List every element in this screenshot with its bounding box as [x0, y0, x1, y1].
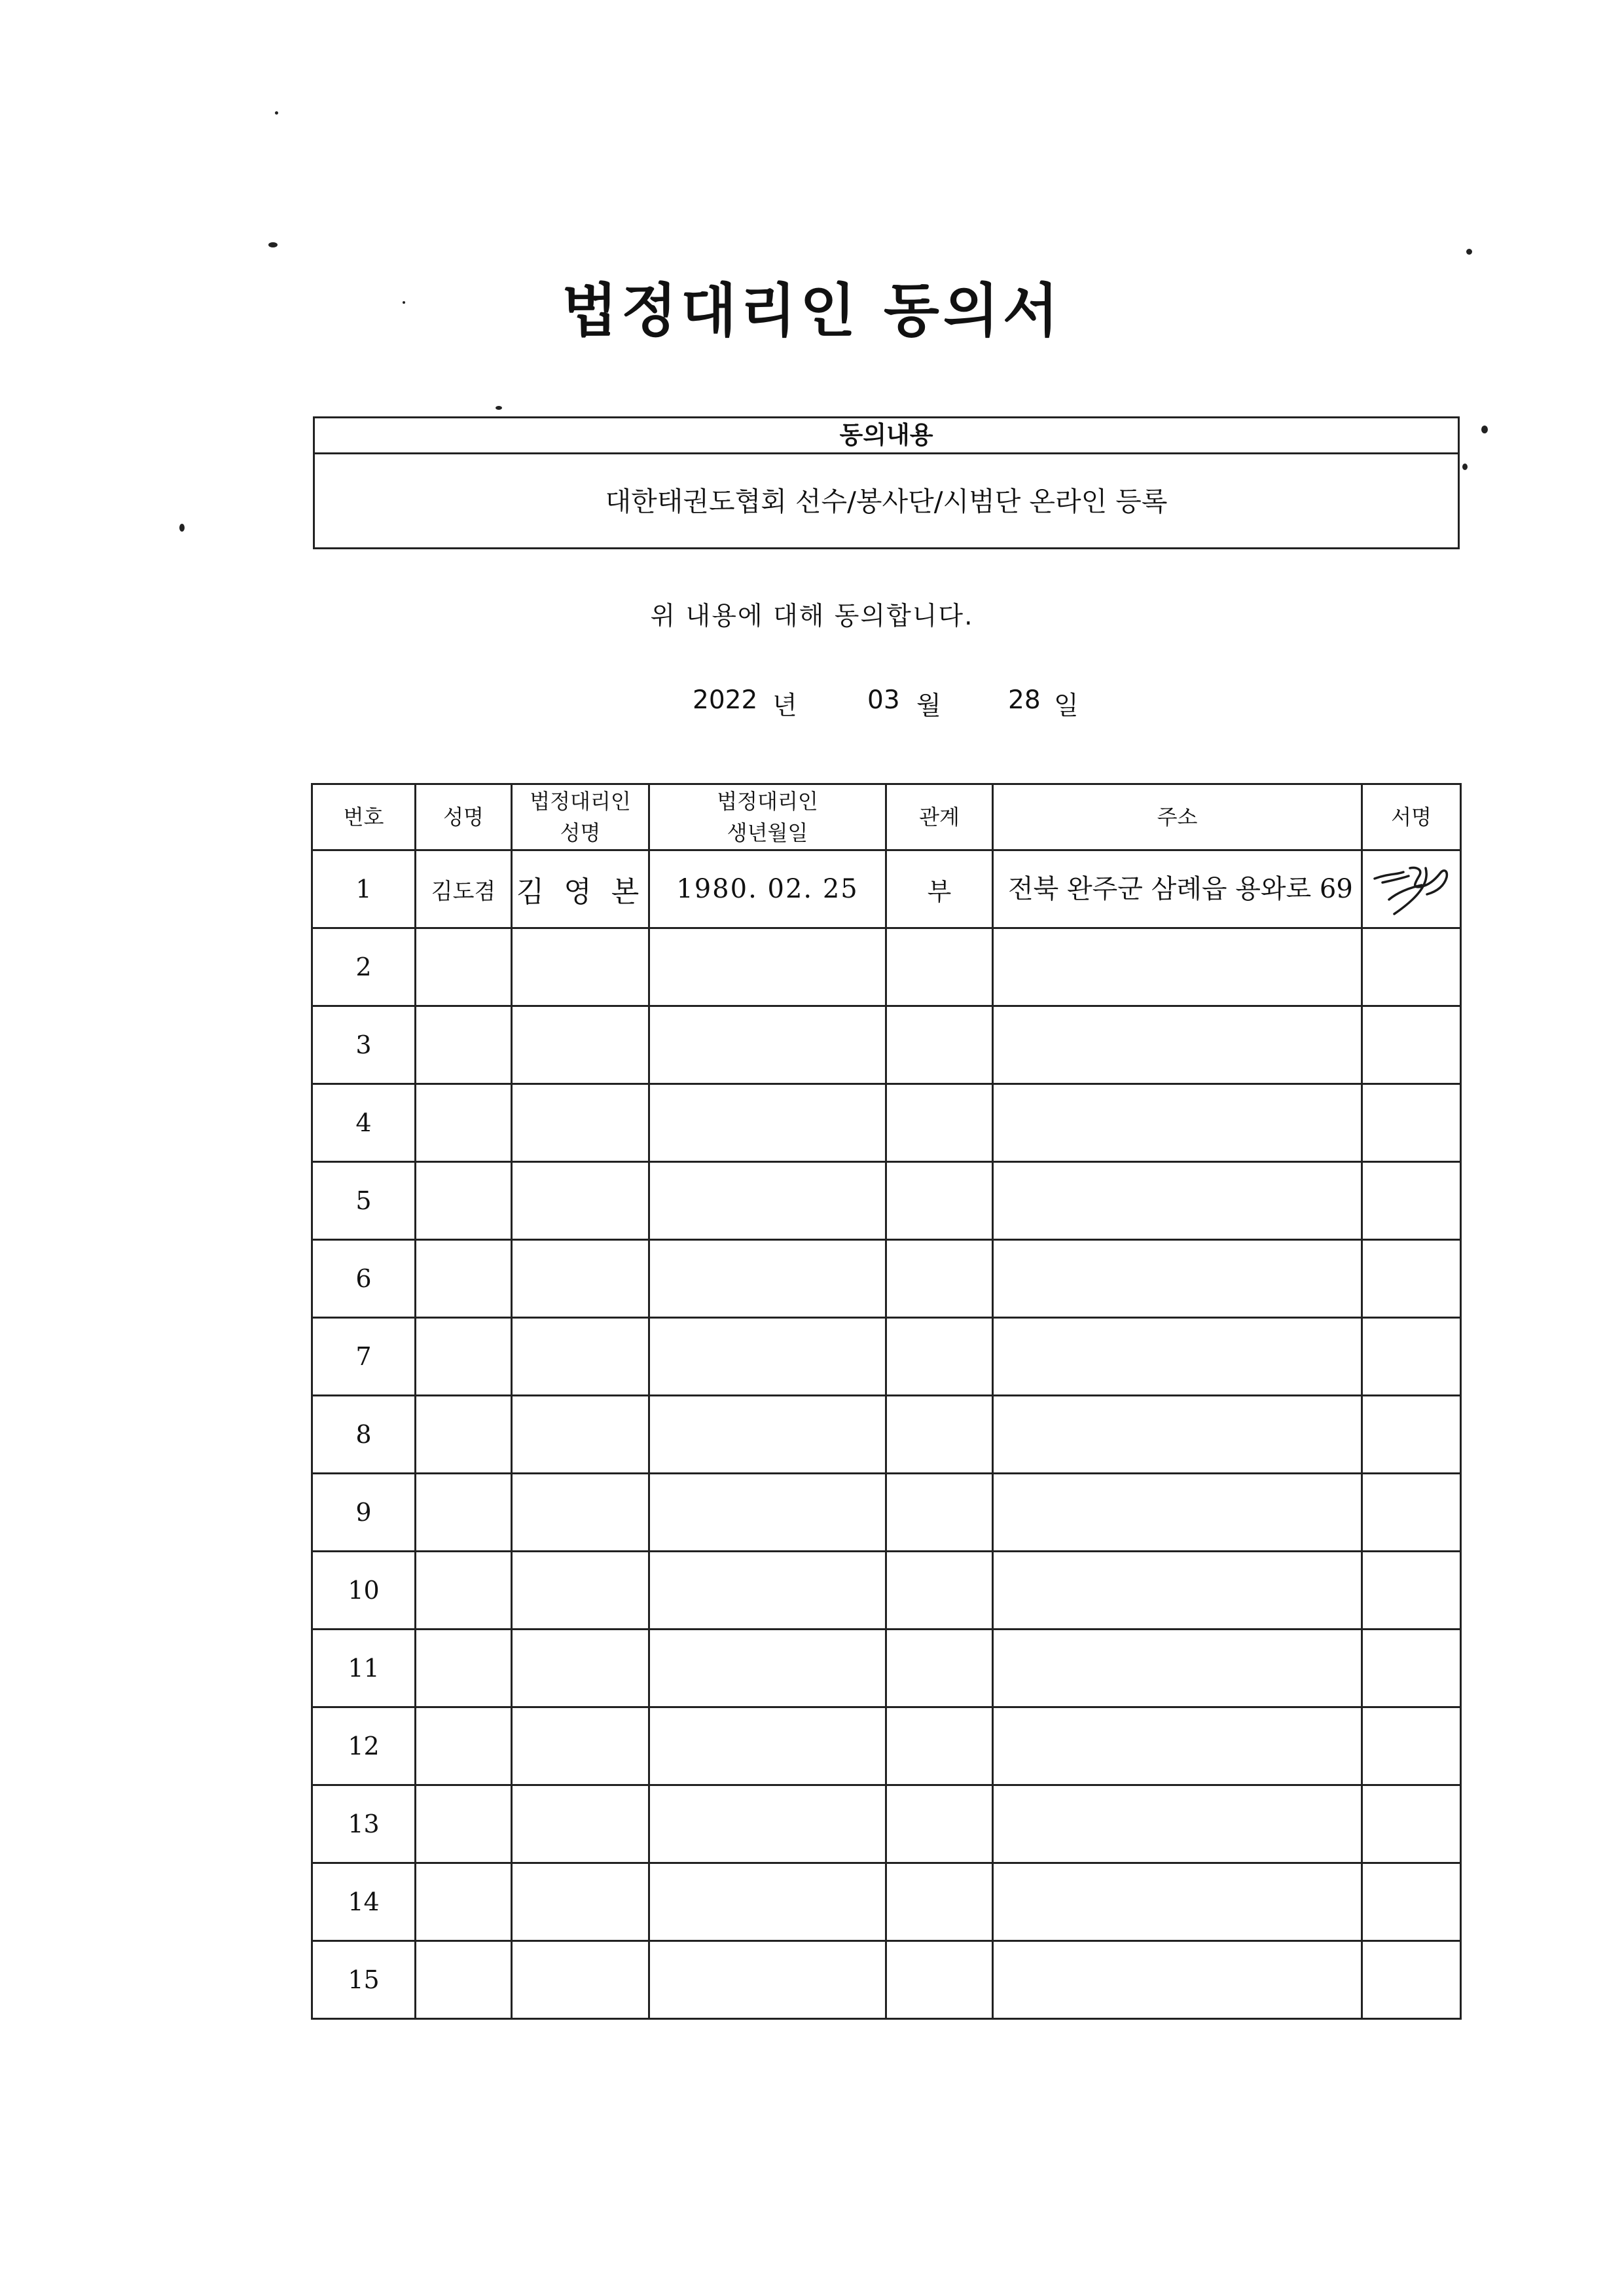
row-no: 11 — [312, 1630, 416, 1707]
header-rep-name-line2: 성명 — [560, 820, 601, 845]
row-signature — [1362, 850, 1461, 928]
scan-speck — [275, 111, 278, 115]
date-month-unit: 월 — [916, 691, 941, 721]
table-row — [312, 1630, 1461, 1707]
row-name: 김도겸 — [416, 850, 512, 928]
header-relation: 관계 — [886, 784, 993, 850]
row-no: 2 — [312, 928, 416, 1006]
header-address: 주소 — [993, 784, 1362, 850]
row-address: 전북 완주군 삼례읍 용와로 69 — [993, 850, 1362, 928]
row-rep-dob: 1980. 02. 25 — [649, 850, 886, 928]
scan-speck — [268, 242, 278, 247]
consent-header: 동의내용 — [315, 418, 1458, 454]
row-no: 13 — [312, 1785, 416, 1863]
row-no: 6 — [312, 1240, 416, 1318]
consent-box — [313, 416, 1460, 549]
row-no: 5 — [312, 1162, 416, 1240]
table-row — [312, 850, 1461, 928]
header-rep-dob-line1: 법정대리인 — [717, 789, 818, 814]
registration-table — [311, 783, 1462, 2020]
table-row — [312, 1863, 1461, 1941]
date-day-unit: 일 — [1054, 691, 1079, 721]
table-row — [312, 1474, 1461, 1552]
table-row — [312, 1162, 1461, 1240]
row-no: 10 — [312, 1552, 416, 1630]
scan-speck — [1466, 249, 1472, 255]
row-no: 7 — [312, 1318, 416, 1396]
scan-speck — [1481, 426, 1488, 433]
table-row — [312, 1941, 1461, 2019]
scan-speck — [403, 301, 405, 304]
scan-speck — [1462, 464, 1468, 470]
header-rep-dob — [649, 784, 886, 850]
table-row — [312, 928, 1461, 1006]
header-no: 번호 — [312, 784, 416, 850]
row-no: 15 — [312, 1941, 416, 2019]
consent-content: 대한태권도협회 선수/봉사단/시범단 온라인 등록 — [605, 486, 1168, 517]
table-row — [312, 1006, 1461, 1084]
row-no: 14 — [312, 1863, 416, 1941]
header-rep-name-line1: 법정대리인 — [530, 789, 631, 814]
table-row — [312, 1084, 1461, 1162]
row-no: 1 — [312, 850, 416, 928]
table-row — [312, 1318, 1461, 1396]
row-no: 12 — [312, 1707, 416, 1785]
agreement-statement: 위 내용에 대해 동의합니다. — [650, 602, 974, 631]
date-year-unit: 년 — [772, 691, 797, 721]
header-name: 성명 — [416, 784, 512, 850]
handwritten-signature — [1363, 854, 1461, 919]
table-row — [312, 1552, 1461, 1630]
row-no: 9 — [312, 1474, 416, 1552]
scan-speck — [496, 406, 502, 410]
date-day: 28 — [1008, 685, 1041, 715]
row-no: 4 — [312, 1084, 416, 1162]
header-rep-name — [512, 784, 649, 850]
date-year: 2022 — [693, 685, 758, 715]
scan-speck — [179, 524, 185, 532]
table-row — [312, 1785, 1461, 1863]
row-relation: 부 — [886, 850, 993, 928]
date-month: 03 — [867, 685, 900, 715]
document-title: 법정대리인 동의서 — [562, 276, 1062, 344]
header-signature: 서명 — [1362, 784, 1461, 850]
row-no: 3 — [312, 1006, 416, 1084]
row-no: 8 — [312, 1396, 416, 1474]
header-rep-dob-line2: 생년월일 — [727, 820, 808, 845]
table-row — [312, 1240, 1461, 1318]
table-row — [312, 1707, 1461, 1785]
table-row — [312, 1396, 1461, 1474]
table-header-row — [312, 784, 1461, 850]
row-rep-name: 김 영 본 — [512, 850, 649, 928]
